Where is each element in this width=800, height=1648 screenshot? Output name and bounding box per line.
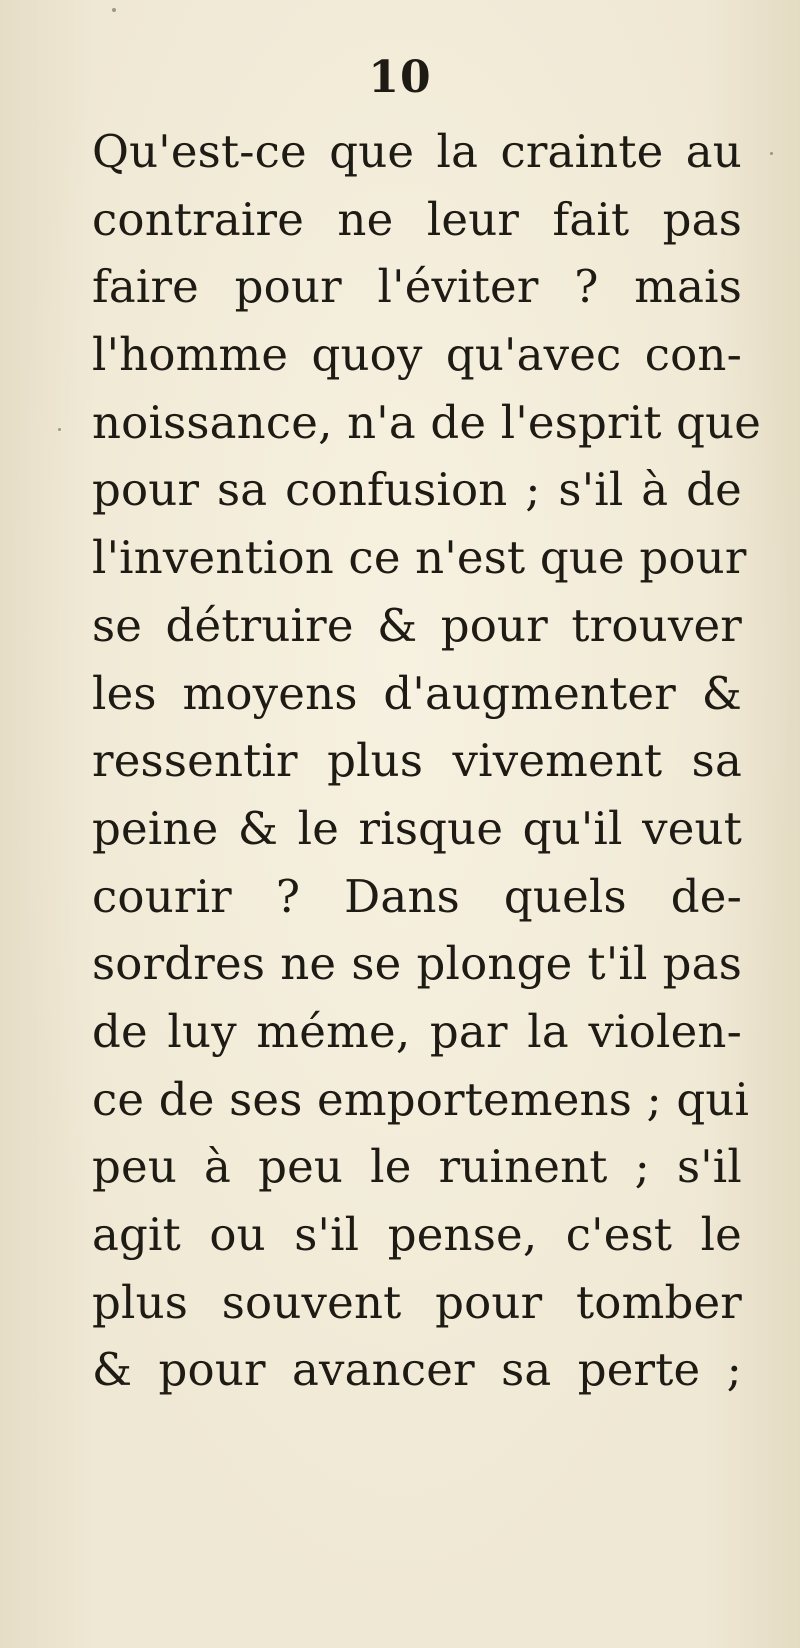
text-line: contraire ne leur fait pas: [92, 192, 742, 246]
text-line: noissance, n'a de l'esprit que: [92, 395, 762, 449]
text-line: faire pour l'éviter ? mais: [92, 260, 742, 314]
text-line: ressentir plus vivement sa: [92, 734, 742, 788]
text-line: les moyens d'augmenter &: [92, 666, 742, 720]
text-line: pour sa confusion ; s'il à de: [92, 463, 742, 517]
text-line: plus souvent pour tomber: [92, 1275, 742, 1329]
text-line: l'invention ce n'est que pour: [92, 531, 747, 585]
text-line: Qu'est-ce que la crainte au: [92, 125, 742, 178]
text-line: de luy méme, par la violen-: [92, 1004, 742, 1058]
ink-speck: [112, 8, 116, 12]
text-line: se détruire & pour trouver: [92, 598, 742, 652]
ink-speck: [770, 152, 773, 155]
text-line: peine & le risque qu'il veut: [92, 801, 742, 855]
text-line: sordres ne se plonge t'il pas: [92, 937, 742, 991]
text-line: & pour avancer sa perte ;: [92, 1343, 742, 1397]
text-line: courir ? Dans quels de-: [92, 869, 742, 923]
text-line: agit ou s'il pense, c'est le: [92, 1208, 742, 1261]
ink-speck: [58, 428, 61, 431]
text-line: ce de ses emportemens ; qui: [92, 1072, 750, 1126]
page-number: 10: [368, 52, 432, 103]
body-text: [92, 118, 762, 1404]
text-line: l'homme quoy qu'avec con-: [92, 328, 742, 382]
text-line: peu à peu le ruinent ; s'il: [92, 1140, 742, 1194]
